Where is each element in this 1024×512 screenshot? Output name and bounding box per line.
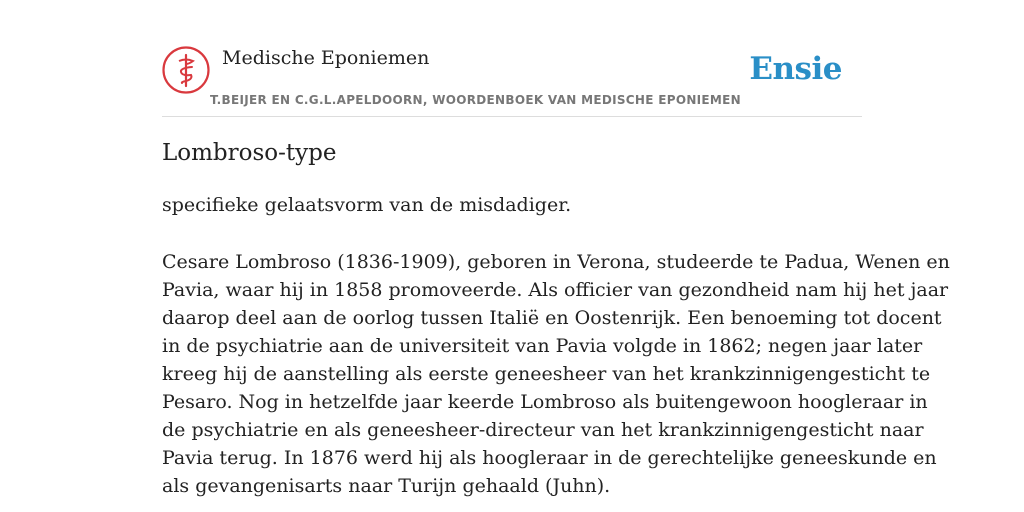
entry-body — [162, 248, 950, 500]
body-line: Pesaro. Nog in hetzelfde jaar keerde Lombroso als buitengewoon hoogleraar in — [162, 391, 928, 413]
body-line: kreeg hij de aanstelling als eerste geneesheer van het krankzinnigengesticht te — [162, 363, 931, 385]
body-line: als gevangenisarts naar Turijn gehaald (Juhn). — [162, 475, 611, 497]
caduceus-icon[interactable] — [162, 46, 210, 94]
body-line: Pavia terug. In 1876 werd hij als hoogleraar in de gerechtelijke geneeskunde en — [162, 447, 937, 469]
source-name-link[interactable]: Medische Eponiemen — [222, 47, 430, 69]
entry-definition: specifieke gelaatsvorm van de misdadiger. — [162, 194, 572, 216]
body-line: in de psychiatrie aan de universiteit van Pavia volgde in 1862; negen jaar later — [162, 335, 923, 357]
source-subtitle: T.BEIJER EN C.G.L.APELDOORN, WOORDENBOEK VAN MEDISCHE EPONIEMEN — [210, 93, 742, 107]
body-line: de psychiatrie en als geneesheer-directeur van het krankzinnigengesticht naar — [162, 419, 924, 441]
body-line: daarop deel aan de oorlog tussen Italië en Oostenrijk. Een benoeming tot docent — [162, 307, 942, 329]
page-header — [162, 46, 862, 117]
body-line: Cesare Lombroso (1836-1909), geboren in Verona, studeerde te Padua, Wenen en — [162, 251, 950, 273]
page-title: Lombroso-type — [162, 140, 337, 166]
ensie-logo[interactable]: Ensie — [749, 51, 842, 87]
body-line: Pavia, waar hij in 1858 promoveerde. Als officier van gezondheid nam hij het jaar — [162, 279, 949, 301]
